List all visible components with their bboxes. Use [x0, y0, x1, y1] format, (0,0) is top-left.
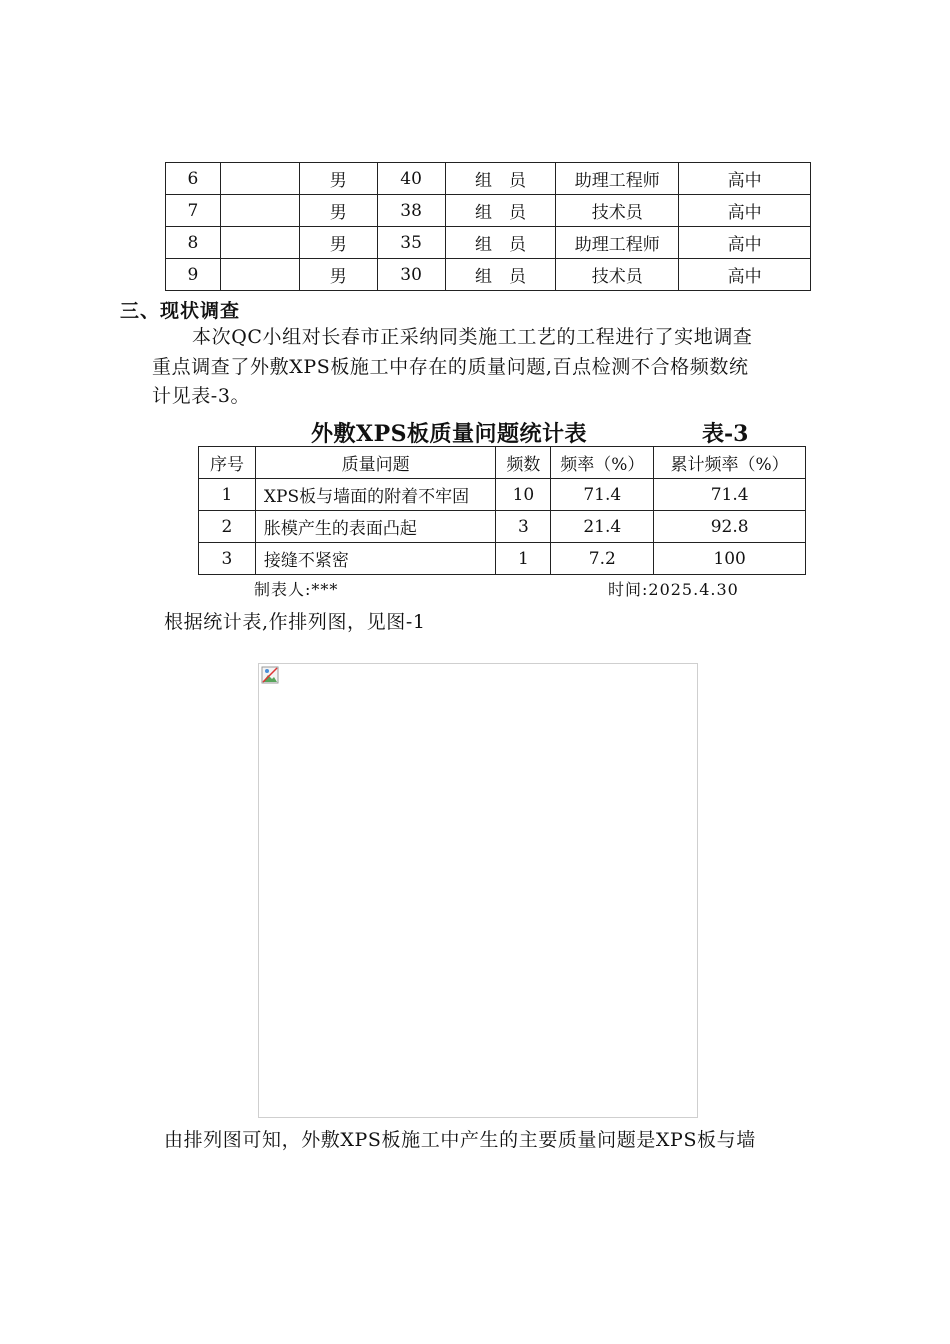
- stats-cell: 接缝不紧密: [255, 543, 496, 575]
- members-cell: 男: [299, 259, 377, 291]
- members-row: [166, 163, 811, 195]
- stats-cell: 2: [199, 511, 256, 543]
- members-row: [166, 227, 811, 259]
- members-cell: 助理工程师: [556, 227, 679, 259]
- members-cell: 30: [377, 259, 445, 291]
- stats-cell: 71.4: [654, 479, 806, 511]
- members-cell: 男: [299, 163, 377, 195]
- members-cell: 高中: [679, 195, 811, 227]
- members-table-body: [166, 163, 811, 291]
- stats-cell: 3: [199, 543, 256, 575]
- members-cell: 9: [166, 259, 221, 291]
- members-cell: [220, 163, 299, 195]
- broken-image-icon: [261, 666, 279, 684]
- members-cell: [220, 227, 299, 259]
- paragraph-line-2: 重点调查了外敷XPS板施工中存在的质量问题,百点检测不合格频数统: [152, 355, 749, 378]
- members-cell: 助理工程师: [556, 163, 679, 195]
- stats-cell: 10: [496, 479, 551, 511]
- header-index: 序号: [199, 447, 256, 479]
- figure-reference: 根据统计表,作排列图，见图-1: [164, 611, 426, 633]
- members-cell: 35: [377, 227, 445, 259]
- stats-cell: 1: [496, 543, 551, 575]
- stats-cell: 7.2: [551, 543, 654, 575]
- members-cell: 8: [166, 227, 221, 259]
- stats-header-row: [199, 447, 806, 479]
- members-cell: 男: [299, 195, 377, 227]
- paragraph-line-1: 本次QC小组对长春市正采纳同类施工工艺的工程进行了实地调查: [192, 326, 753, 348]
- members-table: [165, 162, 811, 291]
- header-frequency: 频率（%）: [551, 447, 654, 479]
- stats-row: [199, 479, 806, 511]
- members-cell: 组 员: [445, 227, 556, 259]
- stats-cell: 71.4: [551, 479, 654, 511]
- header-cumulative: 累计频率（%）: [654, 447, 806, 479]
- members-cell: 7: [166, 195, 221, 227]
- members-cell: 高中: [679, 227, 811, 259]
- members-cell: [220, 259, 299, 291]
- members-cell: 组 员: [445, 259, 556, 291]
- paragraph-line-3: 计见表-3。: [152, 385, 251, 407]
- stats-cell: 1: [199, 479, 256, 511]
- members-cell: 6: [166, 163, 221, 195]
- members-cell: 高中: [679, 163, 811, 195]
- stats-row: [199, 543, 806, 575]
- table-time: 时间:2025.4.30: [608, 580, 739, 599]
- stats-cell: 21.4: [551, 511, 654, 543]
- members-cell: 技术员: [556, 259, 679, 291]
- stats-cell: 100: [654, 543, 806, 575]
- members-cell: 40: [377, 163, 445, 195]
- stats-cell: 胀模产生的表面凸起: [255, 511, 496, 543]
- table-maker: 制表人:***: [254, 580, 339, 599]
- conclusion-line: 由排列图可知，外敷XPS板施工中产生的主要质量问题是XPS板与墙: [164, 1129, 756, 1151]
- header-problem: 质量问题: [255, 447, 496, 479]
- header-count: 频数: [496, 447, 551, 479]
- survey-paragraph: [152, 323, 842, 412]
- stats-cell: 92.8: [654, 511, 806, 543]
- stats-table-body: [199, 479, 806, 575]
- members-cell: 高中: [679, 259, 811, 291]
- members-cell: 组 员: [445, 195, 556, 227]
- members-cell: [220, 195, 299, 227]
- members-cell: 男: [299, 227, 377, 259]
- members-cell: 38: [377, 195, 445, 227]
- stats-table-header: [199, 447, 806, 479]
- stats-table-number: 表-3: [702, 421, 749, 447]
- stats-table: [198, 446, 806, 575]
- stats-row: [199, 511, 806, 543]
- members-cell: 组 员: [445, 163, 556, 195]
- members-row: [166, 259, 811, 291]
- section-heading: 三、现状调查: [120, 300, 241, 322]
- pareto-figure-placeholder: [258, 663, 698, 1118]
- members-row: [166, 195, 811, 227]
- stats-cell: XPS板与墙面的附着不牢固: [255, 479, 496, 511]
- stats-cell: 3: [496, 511, 551, 543]
- stats-table-title: 外敷XPS板质量问题统计表: [311, 421, 588, 447]
- members-cell: 技术员: [556, 195, 679, 227]
